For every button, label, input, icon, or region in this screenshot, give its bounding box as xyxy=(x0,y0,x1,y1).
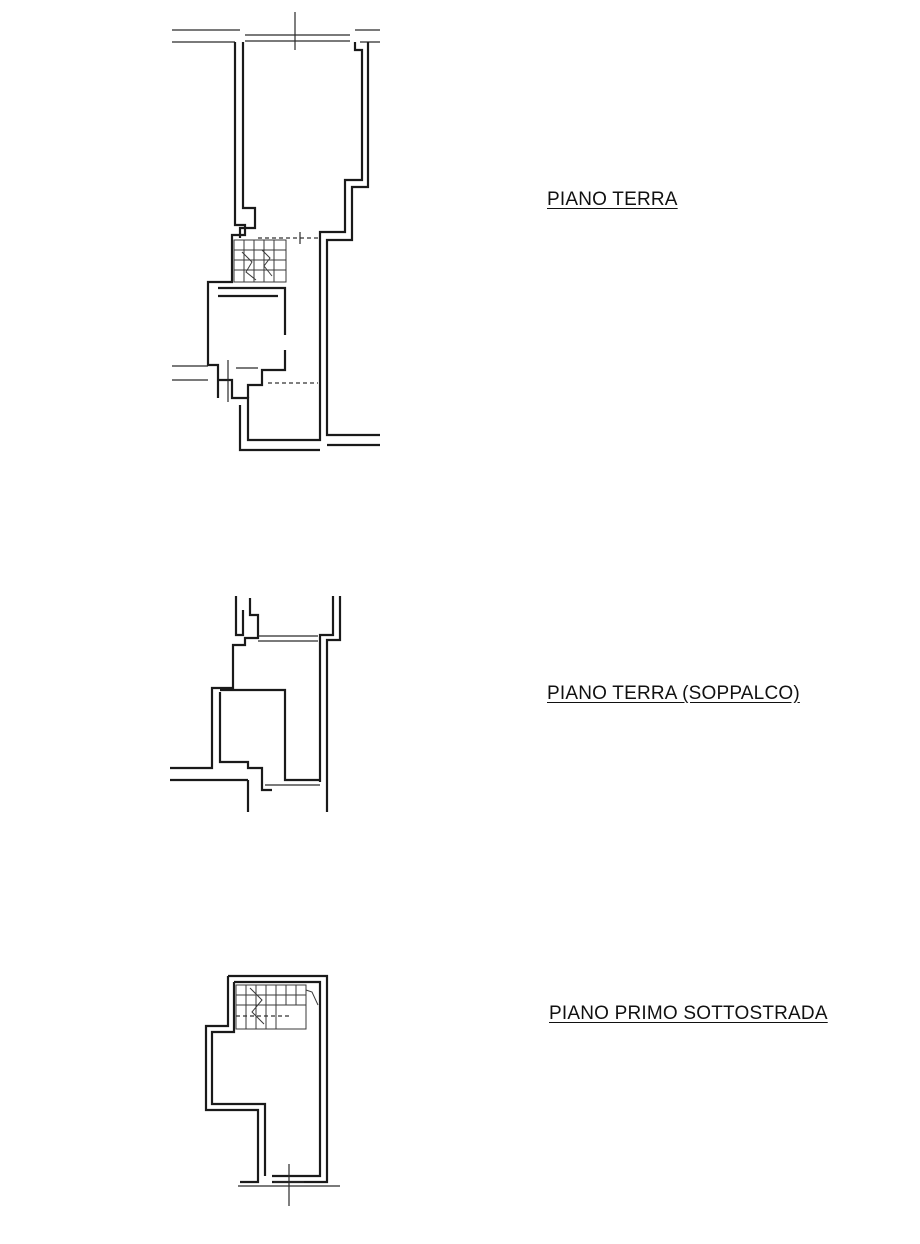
ground-floor-plan xyxy=(172,12,380,450)
ground-floor-stairs xyxy=(234,240,286,282)
floor-label-mezzanine: PIANO TERRA (SOPPALCO) xyxy=(547,683,800,704)
floor-label-ground: PIANO TERRA xyxy=(547,189,678,210)
basement-floor-plan xyxy=(206,976,340,1206)
mezzanine-floor-plan xyxy=(170,596,340,812)
floor-label-basement: PIANO PRIMO SOTTOSTRADA xyxy=(549,1003,828,1024)
basement-stairs xyxy=(236,985,318,1029)
